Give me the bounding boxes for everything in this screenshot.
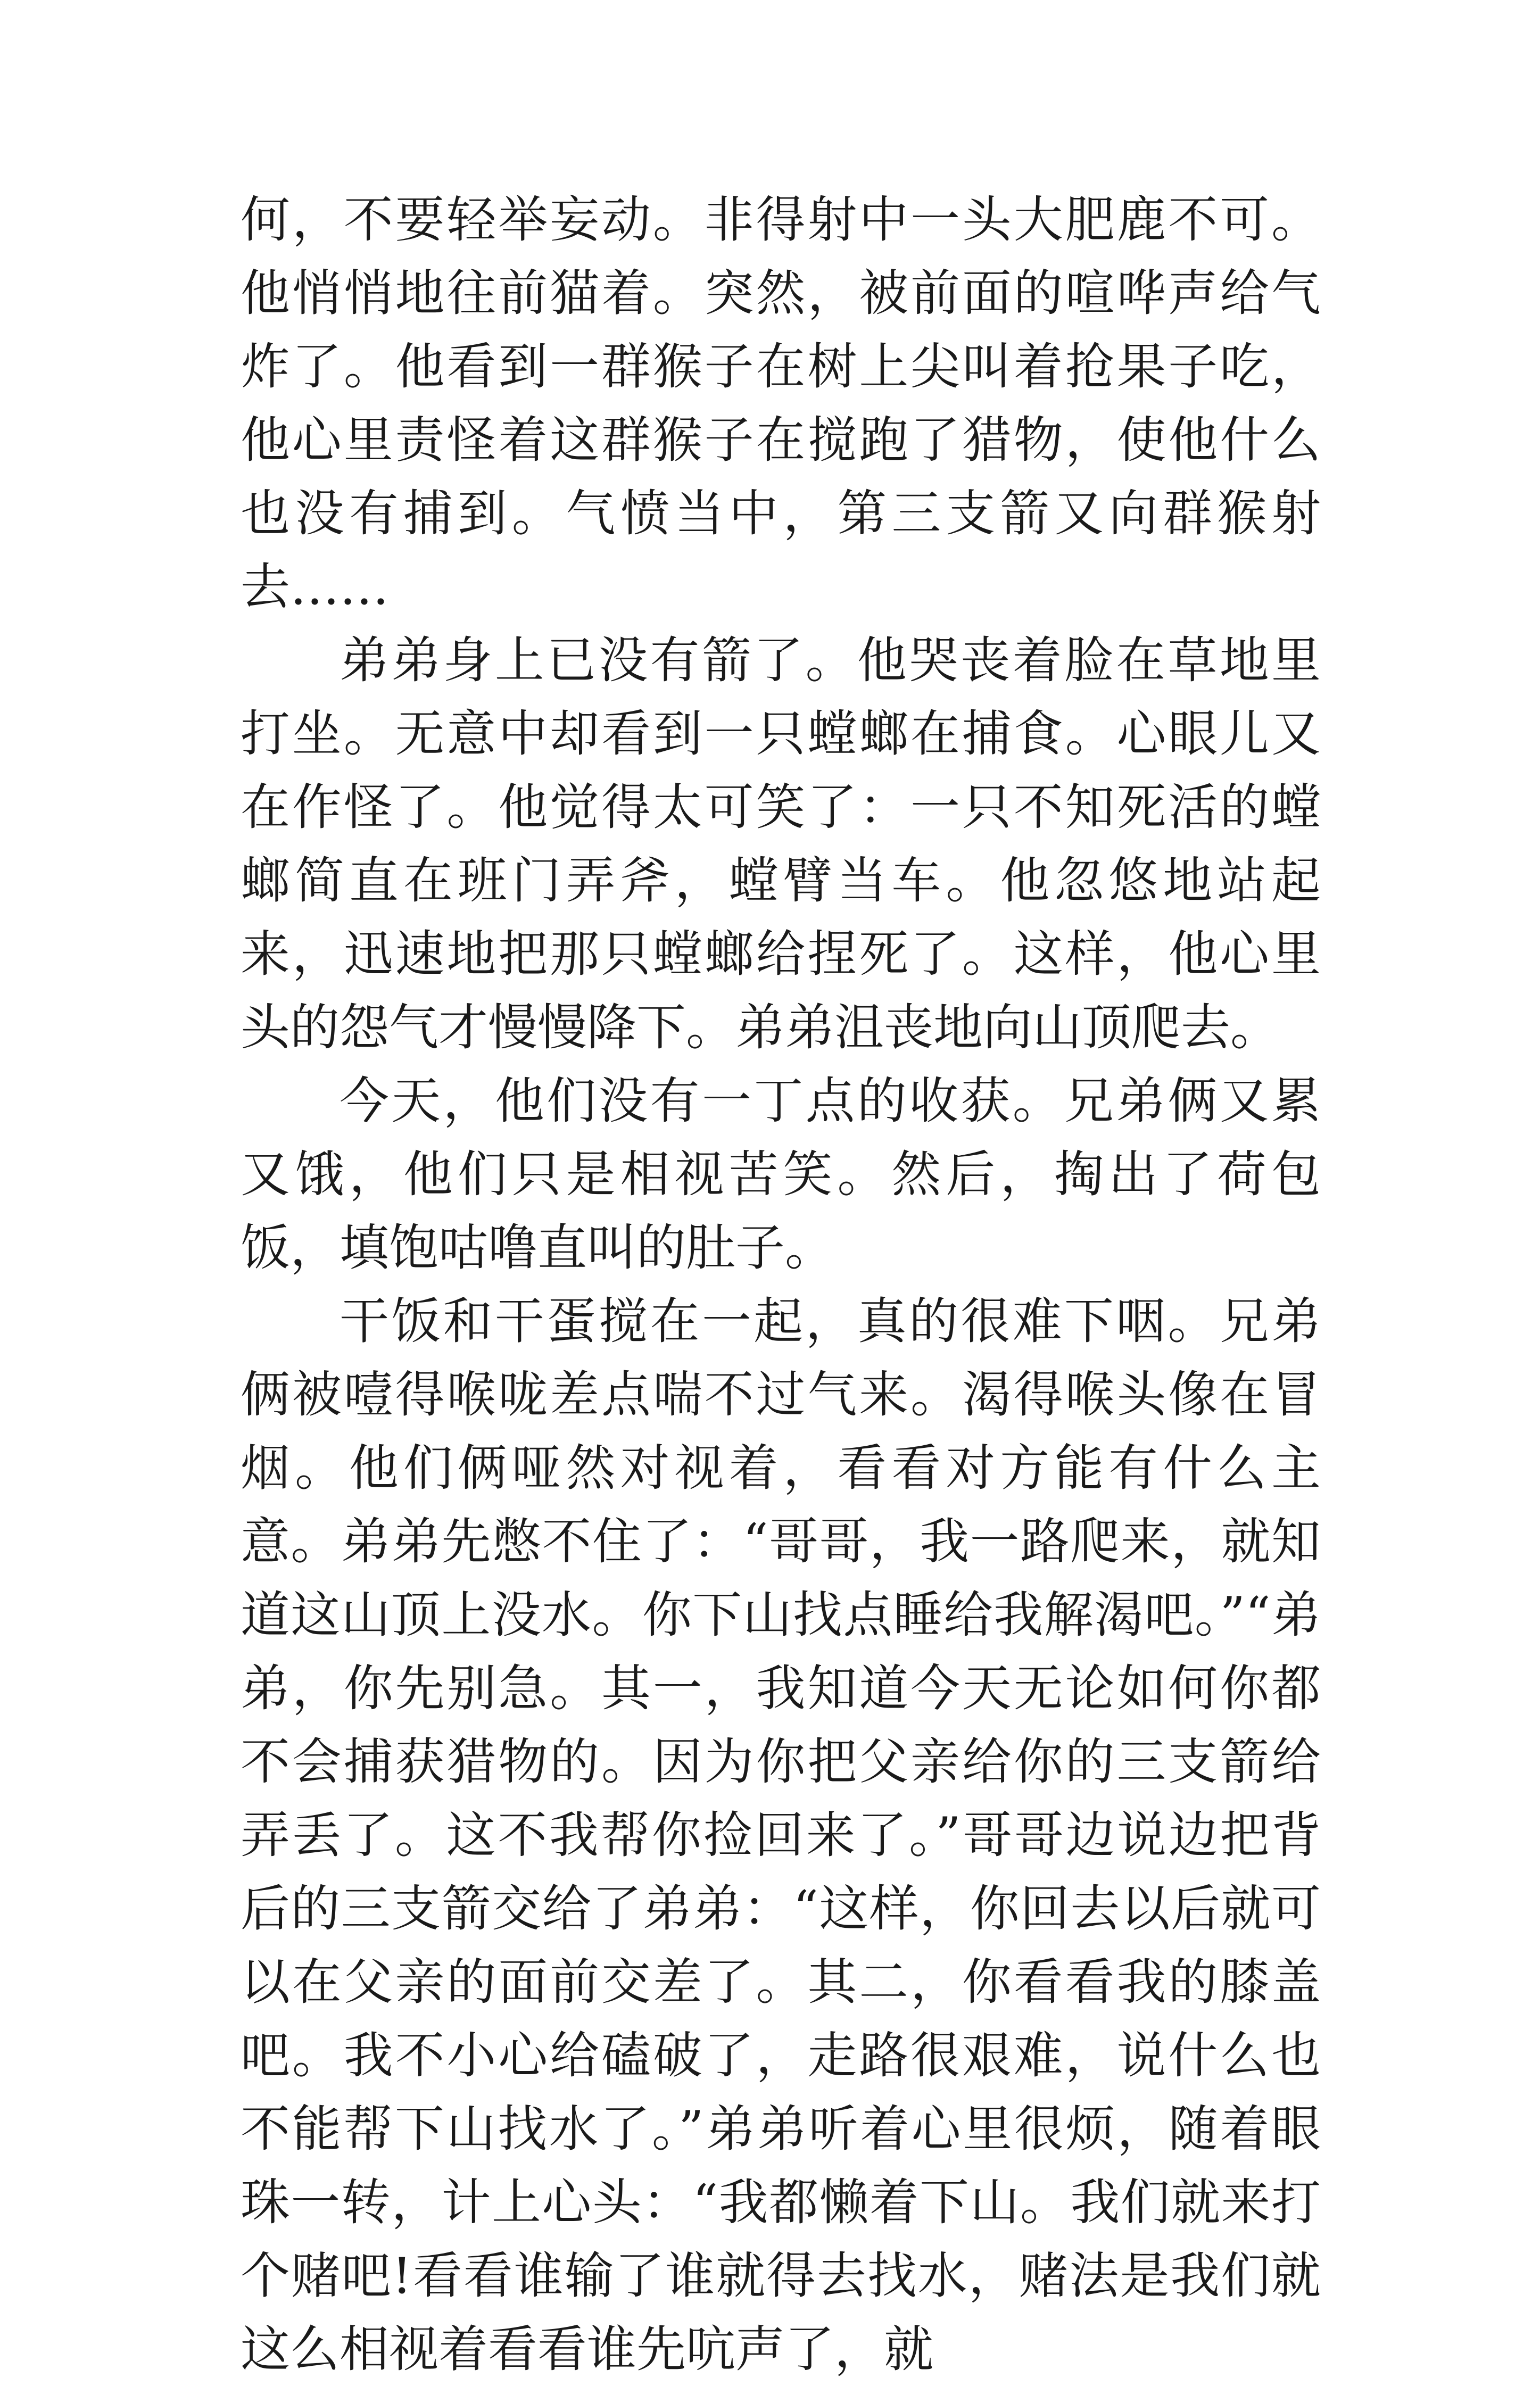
paragraph-4: 干饭和干蛋搅在一起，真的很难下咽。兄弟俩被噎得喉咙差点喘不过气来。渴得喉头像在冒烟。他们俩哑然对视着，看看对方能有什么主意。弟弟先憋不住了：“哥哥，我一路爬来，就知道这山顶上没水。你下山找点睡给我解渴吧。”“弟弟，你先别急。其一，我知道今天无论如何你都不会捕获猎物的。因为你把父亲给你的三支箭给弄丢了。这不我帮你捡回来了。”哥哥边说边把背后的三支箭交给了弟弟：“这样，你回去以后就可以在父亲的面前交差了。其二，你看看我的膝盖吧。我不小心给磕破了，走路很艰难，说什么也不能帮下山找水了。”弟弟听着心里很烦，随着眼珠一转，计上心头：“我都懒着下山。我们就来打个赌吧!看看谁输了谁就得去找水，赌法是我们就这么相视着看看谁先吭声了，就 xyxy=(241,1293,1321,2378)
document-body xyxy=(241,183,1321,2386)
paragraph-3: 今天，他们没有一丁点的收获。兄弟俩又累又饿，他们只是相视苦笑。然后，掏出了荷包饭，填饱咕噜直叫的肚子。 xyxy=(241,1072,1321,1277)
paragraph-1: 何，不要轻举妄动。非得射中一头大肥鹿不可。他悄悄地往前猫着。突然，被前面的喧哗声给气炸了。他看到一群猴子在树上尖叫着抢果子吃，他心里责怪着这群猴子在搅跑了猎物，使他什么也没有捕到。气愤当中，第三支箭又向群猴射去…… xyxy=(241,191,1321,616)
paragraph-2: 弟弟身上已没有箭了。他哭丧着脸在草地里打坐。无意中却看到一只螳螂在捕食。心眼儿又在作怪了。他觉得太可笑了：一只不知死活的螳螂简直在班门弄斧，螳臂当车。他忽悠地站起来，迅速地把那只螳螂给捏死了。这样，他心里头的怨气才慢慢降下。弟弟沮丧地向山顶爬去。 xyxy=(241,632,1321,1056)
